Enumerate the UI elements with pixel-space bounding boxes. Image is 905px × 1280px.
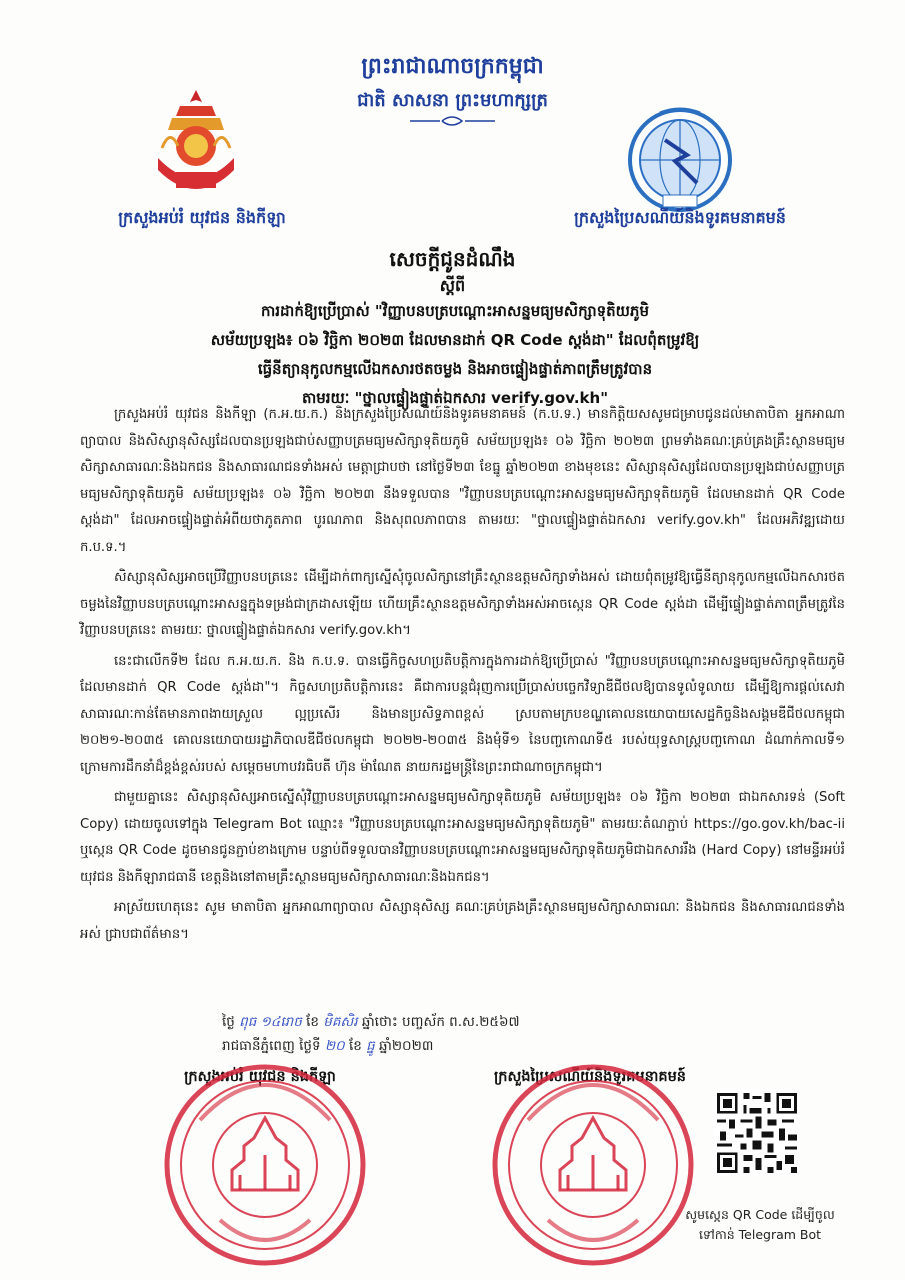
paragraph-5: អាស្រ័យហេតុនេះ សូម មាតាបិតា អ្នកអាណាព្យាបាល សិស្សានុសិស្ស គណៈគ្រប់គ្រងគ្រឹះស្ថានមធ្យមសិក្សាសាធារណៈ និងឯកជន និងសាធារណជនទាំងអស់ ជ្រាបជាព័ត៌មាន។	[80, 900, 845, 942]
mptc-logo	[625, 105, 735, 215]
subject-line-1: ការដាក់ឱ្យប្រើប្រាស់ "វិញ្ញាបនបត្របណ្តោះអាសន្នមធ្យមសិក្សាទុតិយភូមិ	[261, 302, 649, 320]
subject-line-3: ធ្វើនីត្យានុកូលកម្មលើឯកសារថតចម្លង និងអាចផ្ទៀងផ្ទាត់ភាពត្រឹមត្រូវបាន	[257, 360, 653, 378]
paragraph-1: ក្រសួងអប់រំ យុវជន និងកីឡា (ក.អ.យ.ក.) និងក្រសួងប្រៃសណីយ៍និងទូរគមនាគមន៍ (ក.ប.ទ.) មានកិត្តិយសសូមជម្រាបជូនដល់មាតាបិតា អ្នកអាណាព្យាបាល និងសិស្សានុសិស្សដែលបានប្រឡងជាប់សញ្ញាបត្រមធ្យមសិក្សាទុតិយភូមិ សម័យប្រឡង៖ ០៦ វិច្ឆិកា ២០២៣ ព្រមទាំងគណៈគ្រប់គ្រងគ្រឹះស្ថានមធ្យមសិក្សាសាធារណៈនិងឯកជន និងសាធារណជនទាំងអស់ មេត្តាជ្រាបថា នៅថ្ងៃទី២៣ ខែធ្នូ ឆ្នាំ២០២៣ ខាងមុខនេះ សិស្សានុសិស្សដែលបានប្រឡងជាប់សញ្ញាបត្រមធ្យមសិក្សាទុតិយភូមិ សម័យប្រឡង៖ ០៦ វិច្ឆិកា ២០២៣ នឹងទទួលបាន "វិញ្ញាបនបត្របណ្តោះអាសន្នមធ្យមសិក្សាទុតិយភូមិ ដែលមានដាក់ QR Code ស្តង់ដា" ដែលអាចផ្ទៀងផ្ទាត់អំពីយថាភូតភាព បូរណភាព និងសុពលភាពបាន តាមរយៈ "ថ្នាលផ្ទៀងផ្ទាត់ឯកសារ verify.gov.kh" ដែលអភិវឌ្ឍដោយ ក.ប.ទ.។	[80, 407, 845, 555]
document-about: ស្តីពី	[439, 276, 466, 295]
subject-line-4: តាមរយៈ "ថ្នាលផ្ទៀងផ្ទាត់ឯកសារ verify.gov.kh"	[301, 389, 609, 407]
paragraph-4: ជាមួយគ្នានេះ សិស្សានុសិស្សអាចស្នើសុំវិញ្ញាបនបត្របណ្តោះអាសន្នមធ្យមសិក្សាទុតិយភូមិ សម័យប្រឡង៖ ០៦ វិច្ឆិកា ២០២៣ ជាឯកសារទន់ (Soft Copy) ដោយចូលទៅក្នុង Telegram Bot ឈ្មោះ៖ "វិញ្ញាបនបត្របណ្តោះអាសន្នមធ្យមសិក្សាទុតិយភូមិ" តាមរយៈតំណភ្ជាប់ https://go.gov.kh/bac-ii ឬស្កេន QR Code ដូចមានជូនភ្ជាប់ខាងក្រោម បន្ទាប់ពីទទួលបានវិញ្ញាបនបត្របណ្តោះអាសន្នមធ្យមសិក្សាទុតិយភូមិជាឯកសាររឹង (Hard Copy) នៅមន្ទីរអប់រំ យុវជន និងកីឡារាជធានី ខេត្តនិងនៅតាមគ្រឹះស្ថានមធ្យមសិក្សាសាធារណៈនិងឯកជន។	[80, 790, 845, 885]
ornament-divider	[410, 116, 495, 126]
moeys-logo	[150, 88, 242, 200]
ministry-education-name: ក្រសួងអប់រំ យុវជន និងកីឡា	[118, 208, 286, 227]
kingdom-title: ព្រះរាជាណាចក្រកម្ពុជា	[361, 54, 544, 79]
document-title: សេចក្តីជូនដំណឹង	[389, 247, 516, 271]
telegram-bot-qr-code[interactable]	[714, 1090, 800, 1176]
qr-caption-line-2: ទៅកាន់ Telegram Bot	[698, 1227, 822, 1242]
document-body	[80, 402, 845, 952]
official-seal-left	[160, 1060, 370, 1270]
paragraph-2: សិស្សានុសិស្សអាចប្រើវិញ្ញាបនបត្រនេះ ដើម្បីដាក់ពាក្យស្នើសុំចូលសិក្សានៅគ្រឹះស្ថានឧត្តមសិក្សាទាំងអស់ ដោយពុំតម្រូវឱ្យធ្វើនីត្យានុកូលកម្មលើឯកសារថតចម្លងនៃវិញ្ញាបនបត្របណ្តោះអាសន្នក្នុងទម្រង់ជាក្រដាសឡើយ ហើយគ្រឹះស្ថានឧត្តមសិក្សាទាំងអស់អាចស្កេន QR Code ស្តង់ដា ដើម្បីផ្ទៀងផ្ទាត់ភាពត្រឹមត្រូវនៃវិញ្ញាបនបត្រនេះ តាមរយៈ ថ្នាលផ្ទៀងផ្ទាត់ឯកសារ verify.gov.kh។	[80, 570, 845, 638]
paragraph-3: នេះជាលើកទី២ ដែល ក.អ.យ.ក. និង ក.ប.ទ. បានធ្វើកិច្ចសហប្រតិបត្តិការក្នុងការដាក់ឱ្យប្រើប្រាស់ "វិញ្ញាបនបត្របណ្តោះអាសន្នមធ្យមសិក្សាទុតិយភូមិដែលមានដាក់ QR Code ស្តង់ដា"។ កិច្ចសហប្រតិបត្តិការនេះ គឺជាការបន្តជំរុញការប្រើប្រាស់បច្ចេកវិទ្យាឌីជីថលឱ្យបានទូលំទូលាយ ដើម្បីឱ្យការផ្តល់សេវាសាធារណៈកាន់តែមានភាពងាយស្រួល ល្អប្រសើរ និងមានប្រសិទ្ធភាពខ្ពស់ ស្របតាមក្របខណ្ឌគោលនយោបាយសេដ្ឋកិច្ចនិងសង្គមឌីជីថលកម្ពុជា ២០២១-២០៣៥ គោលនយោបាយរដ្ឋាភិបាលឌីជីថលកម្ពុជា ២០២២-២០៣៥ និងមុំទី១ នៃបញ្ចកោណទី៥ របស់យុទ្ធសាស្ត្របញ្ចកោណ ដំណាក់កាលទី១ ក្រោមការដឹកនាំដ៏ខ្ពង់ខ្ពស់របស់ សម្តេចមហាបវរធិបតី ហ៊ុន ម៉ាណែត នាយករដ្ឋមន្ត្រីនៃព្រះរាជាណាចក្រកម្ពុជា។	[80, 653, 845, 775]
qr-caption-line-1: សូមស្កេន QR Code ដើម្បីចូល	[685, 1207, 835, 1222]
national-motto: ជាតិ សាសនា ព្រះមហាក្សត្រ	[357, 90, 548, 111]
signature-ministry-education: ក្រសួងអប់រំ យុវជន និងកីឡា	[184, 1069, 336, 1085]
signature-ministry-posts: ក្រសួងប្រៃសណីយ៍និងទូរគមនាគមន៍	[493, 1069, 686, 1085]
ministry-posts-name: ក្រសួងប្រៃសណីយ៍និងទូរគមនាគមន៍	[574, 208, 786, 227]
subject-line-2: សម័យប្រឡង៖ ០៦ វិច្ឆិកា ២០២៣ ដែលមានដាក់ QR Code ស្តង់ដា" ដែលពុំតម្រូវឱ្យ	[210, 331, 700, 349]
document-subject	[150, 297, 760, 413]
solar-date: រាជធានីភ្នំពេញ ថ្ងៃទី ២០ ខែ ធ្នូ ឆ្នាំ២០២៣	[222, 1038, 434, 1054]
lunar-date: ថ្ងៃ ពុធ ១៤រោច ខែ មិគសិរ ឆ្នាំថោះ បញ្ចស័ក ព.ស.២៥៦៧	[222, 1014, 520, 1030]
qr-caption	[660, 1205, 860, 1245]
